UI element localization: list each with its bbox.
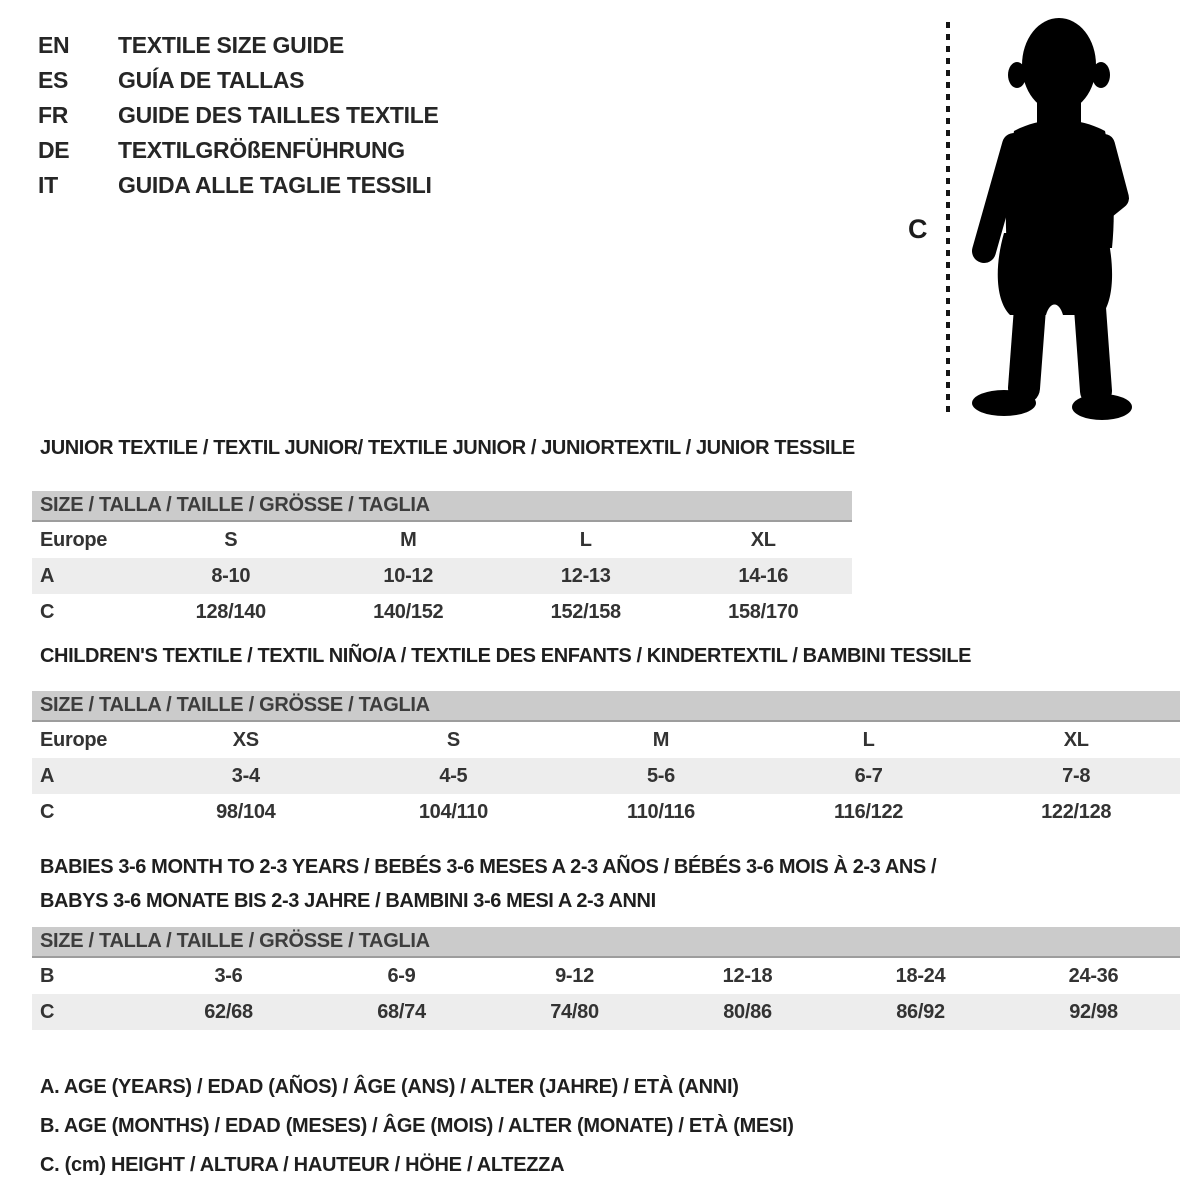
language-code: FR — [38, 102, 69, 128]
guide-title-en: TEXTILE SIZE GUIDE — [118, 32, 344, 58]
table-cell: 12-13 — [560, 564, 611, 587]
legend-line-c: C. (cm) HEIGHT / ALTURA / HAUTEUR / HÖHE / ALTEZZA — [40, 1154, 565, 1176]
language-row-de — [38, 133, 439, 168]
table-cell: M — [400, 528, 417, 551]
table-cell: 7-8 — [1062, 764, 1091, 787]
row-label: C — [40, 600, 55, 623]
table-cell: 104/110 — [418, 800, 488, 823]
table-cell: 3-6 — [214, 964, 243, 987]
table-cell: 6-9 — [387, 964, 416, 987]
table-cell: 8-10 — [211, 564, 251, 587]
language-row-en — [38, 28, 439, 63]
table-row — [32, 794, 1180, 830]
language-code: EN — [38, 32, 70, 58]
table-cell: M — [652, 728, 670, 751]
babies-size-table — [32, 927, 1180, 1030]
table-cell: S — [446, 728, 460, 751]
table-cell: L — [579, 528, 592, 551]
height-measure-dashed-line — [946, 22, 950, 415]
language-row-it — [38, 168, 439, 203]
language-code: DE — [38, 137, 70, 163]
table-cell: 18-24 — [895, 964, 946, 987]
table-cell: 92/98 — [1069, 1000, 1118, 1023]
table-cell: 9-12 — [555, 964, 594, 987]
table-cell: 152/158 — [550, 600, 621, 623]
table-cell: 4-5 — [439, 764, 468, 787]
language-code: ES — [38, 67, 69, 93]
table-cell: 14-16 — [738, 564, 789, 587]
language-row-fr — [38, 98, 439, 133]
row-label: C — [40, 800, 55, 823]
table-cell: S — [224, 528, 238, 551]
row-label: A — [40, 764, 55, 787]
table-row — [32, 994, 1180, 1030]
children-size-table — [32, 691, 1180, 830]
table-cell: XL — [1063, 728, 1089, 751]
legend-line-a: A. AGE (YEARS) / EDAD (AÑOS) / ÂGE (ANS) / ALTER (JAHRE) / ETÀ (ANNI) — [40, 1076, 739, 1098]
row-label: Europe — [40, 728, 108, 751]
table-cell: 68/74 — [377, 1000, 426, 1023]
table-cell: 24-36 — [1068, 964, 1119, 987]
table-row — [32, 722, 1180, 758]
babies-section-heading — [40, 850, 936, 918]
guide-title-de: TEXTILGRÖßENFÜHRUNG — [118, 137, 405, 163]
table-cell: XL — [750, 528, 776, 551]
guide-title-es: GUÍA DE TALLAS — [118, 67, 305, 93]
table-cell: 110/116 — [626, 800, 695, 823]
children-section-heading: CHILDREN'S TEXTILE / TEXTIL NIÑO/A / TEXTILE DES ENFANTS / KINDERTEXTIL / BAMBINI TESSILE — [40, 645, 972, 667]
table-cell: 158/170 — [728, 600, 799, 623]
table-row — [32, 958, 1180, 994]
table-row — [32, 758, 1180, 794]
guide-title-fr: GUIDE DES TAILLES TEXTILE — [118, 102, 439, 128]
table-cell: L — [862, 728, 875, 751]
measurement-legend — [40, 1068, 794, 1185]
row-label: B — [40, 964, 55, 987]
table-row — [32, 594, 852, 630]
table-cell: 98/104 — [216, 800, 276, 823]
row-label: Europe — [40, 528, 108, 551]
size-table-header: SIZE / TALLA / TAILLE / GRÖSSE / TAGLIA — [32, 927, 1180, 958]
table-cell: 140/152 — [373, 600, 444, 623]
table-row — [32, 558, 852, 594]
table-cell: 5-6 — [646, 764, 675, 787]
table-cell: 116/122 — [834, 800, 904, 823]
table-cell: 86/92 — [896, 1000, 945, 1023]
guide-title-it: GUIDA ALLE TAGLIE TESSILI — [118, 172, 432, 198]
table-cell: 74/80 — [550, 1000, 599, 1023]
language-code: IT — [38, 172, 58, 198]
language-title-list — [38, 28, 439, 203]
table-cell: 6-7 — [854, 764, 883, 787]
babies-heading-line-1: BABIES 3-6 MONTH TO 2-3 YEARS / BEBÉS 3-6 MESES A 2-3 AÑOS / BÉBÉS 3-6 MOIS À 2-3 ANS / — [40, 856, 937, 878]
toddler-silhouette-icon — [962, 12, 1147, 424]
table-cell: 122/128 — [1041, 800, 1112, 823]
height-measure-label: C — [908, 214, 928, 244]
legend-line-b: B. AGE (MONTHS) / EDAD (MESES) / ÂGE (MOIS) / ALTER (MONATE) / ETÀ (MESI) — [40, 1115, 794, 1137]
table-cell: 3-4 — [231, 764, 260, 787]
table-cell: XS — [232, 728, 259, 751]
size-table-header: SIZE / TALLA / TAILLE / GRÖSSE / TAGLIA — [32, 491, 852, 522]
row-label: C — [40, 1000, 55, 1023]
table-cell: 62/68 — [204, 1000, 253, 1023]
table-cell: 10-12 — [383, 564, 434, 587]
table-cell: 128/140 — [195, 600, 266, 623]
babies-heading-line-2: BABYS 3-6 MONATE BIS 2-3 JAHRE / BAMBINI 3-6 MESI A 2-3 ANNI — [40, 890, 656, 912]
junior-section-heading: JUNIOR TEXTILE / TEXTIL JUNIOR/ TEXTILE JUNIOR / JUNIORTEXTIL / JUNIOR TESSILE — [40, 437, 855, 459]
row-label: A — [40, 564, 55, 587]
language-row-es — [38, 63, 439, 98]
table-row — [32, 522, 852, 558]
size-table-header: SIZE / TALLA / TAILLE / GRÖSSE / TAGLIA — [32, 691, 1180, 722]
junior-size-table — [32, 491, 852, 630]
table-cell: 80/86 — [723, 1000, 772, 1023]
table-cell: 12-18 — [722, 964, 773, 987]
